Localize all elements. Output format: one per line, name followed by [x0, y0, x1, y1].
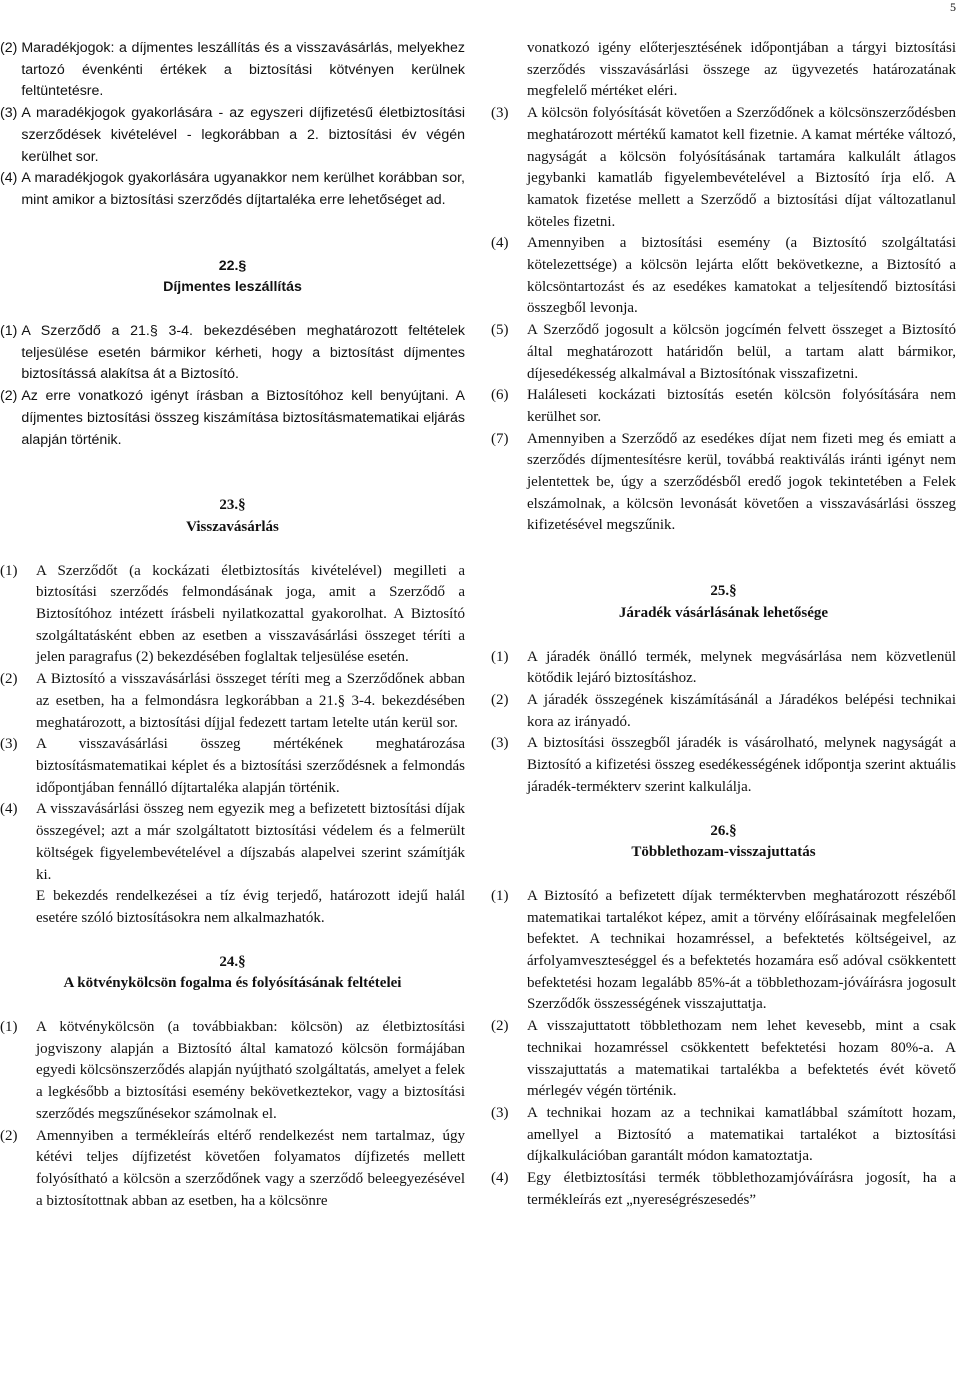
- item-number: (1): [0, 323, 18, 340]
- item-number: (3): [491, 1104, 509, 1121]
- item-text: A Szerződő a 21.§ 3-4. bekezdésében meghatározott feltételek teljesülése esetén bármikor kérheti, hogy a biztosítást díjmentes biztosítássá alakítsa át a Biztosító.: [21, 323, 465, 383]
- section-23: [0, 495, 465, 929]
- list-item: [0, 321, 465, 386]
- list-item: [0, 1126, 465, 1213]
- section-22: [0, 256, 465, 452]
- section-25: [491, 581, 956, 798]
- list-item: [0, 103, 465, 168]
- section-title: A kötvénykölcsön fogalma és folyósításának feltételei: [63, 975, 402, 992]
- section-heading: [491, 581, 956, 624]
- list-item: [491, 1168, 956, 1211]
- item-number: (6): [491, 387, 509, 404]
- item-text: A visszavásárlási összeg nem egyezik meg a befizetett biztosítási díjak összegével; azt a már szolgáltatott biztosítási védelem és a felmerült költségek figyelembevételével a díjszabás alapelvei szerint számítják ki.: [36, 801, 465, 883]
- item-number: (4): [0, 801, 18, 818]
- section-24-continued: [491, 103, 956, 537]
- item-text: A kölcsön folyósítását követően a Szerződőnek a kölcsönszerződésben meghatározott mértékű kamatot kell fizetnie. A kamat mértéke változó, nagyságát a kölcsön folyósításának tartamára kalkulált átlagos jegybanki kamatláb figyelembevételével a Biztosító írja elő. A kamatok fizetése mellett a Szerződő a biztosítási díjat változatlanul köteles fizetni.: [527, 105, 956, 230]
- right-column: [491, 38, 956, 1211]
- item-text: A maradékjogok gyakorlására - az egyszeri díjfizetésű életbiztosítási szerződések kivételével - legkorábban a 2. biztosítási év végén kerülhet sor.: [21, 105, 465, 165]
- item-text: A visszavásárlási összeg mértékének meghatározása biztosításmatematikai képlet és a biztosítási szerződésnek a felmondás időpontjában fennálló díjtartaléka alapján történik.: [36, 736, 465, 796]
- item-number: (3): [491, 735, 509, 752]
- item-text: A járadék önálló termék, melynek megvásárlása nem közvetlenül kötődik lejáró biztosításhoz.: [527, 648, 956, 687]
- item-number: (2): [0, 388, 18, 405]
- list-item: [0, 669, 465, 734]
- item-number: (1): [0, 1019, 18, 1036]
- item-text: Amennyiben a termékleírás eltérő rendelkezést nem tartalmaz, úgy kétévi teljes díjfizetést követően folyamatos díjfizetés mellett folyósítható a kölcsön a szerződőnek vagy a szerződő beleegyezésével a biztosítottnak abban az esetben, ha a kölcsönre: [36, 1127, 465, 1209]
- section-title: Díjmentes leszállítás: [163, 279, 302, 296]
- section-number: 22.§: [218, 257, 247, 274]
- top-items: [0, 38, 465, 212]
- list-item: [491, 233, 956, 320]
- section-title: Többlethozam-visszajuttatás: [631, 844, 816, 861]
- item-text: A visszajuttatott többlethozam nem lehet kevesebb, mint a csak technikai hozamréssel csökkentett befektetési hozam 80%-a. A visszajuttatás a matematikai tartalékba a befektetés évét követő mérlegév végén történik.: [527, 1018, 956, 1100]
- item-text: Az erre vonatkozó igényt írásban a Biztosítóhoz kell benyújtani. A díjmentes biztosítási összeg kiszámítása biztosításmatematikai eljárás alapján történik.: [21, 388, 465, 448]
- item-text: A járadék összegének kiszámításánál a Járadékos belépési technikai kora az irányadó.: [527, 691, 956, 730]
- list-item: [491, 320, 956, 385]
- continuation-paragraph: E bekezdés rendelkezései a tíz évig terjedő, határozott idejű halál esetére szóló biztosításokra nem alkalmazhatók.: [36, 888, 465, 926]
- list-item: [491, 385, 956, 428]
- section-number: 25.§: [710, 583, 737, 600]
- section-heading: [0, 952, 465, 995]
- item-number: (3): [491, 105, 509, 122]
- section-title: Visszavásárlás: [186, 518, 279, 535]
- section-24: [0, 952, 465, 1213]
- item-number: (5): [491, 322, 509, 339]
- list-item: [491, 103, 956, 233]
- continuation-paragraph: vonatkozó igény előterjesztésének időpontjában a tárgyi biztosítási szerződés visszavásárlási összege az ügyvezetés határozatának megfelelő mértéket eléri.: [527, 40, 956, 100]
- list-item: [0, 38, 465, 103]
- item-number: (2): [0, 1127, 18, 1144]
- section-heading: [0, 495, 465, 538]
- item-number: (1): [0, 562, 18, 579]
- section-number: 24.§: [219, 953, 246, 970]
- list-item: [491, 1016, 956, 1103]
- item-number: (2): [491, 691, 509, 708]
- item-text: A Biztosító a visszavásárlási összeget téríti meg a Szerződőnek abban az esetben, ha a felmondásra legkorábban a 21.§ 3-4. bekezdésében meghatározott, a biztosítási díjjal fedezett tartam letelte után kerül sor.: [36, 671, 465, 731]
- section-number: 23.§: [219, 497, 246, 514]
- section-heading: [491, 821, 956, 864]
- item-text: A maradékjogok gyakorlására ugyanakkor nem kerülhet korábban sor, mint amikor a biztosítási szerződés díjtartaléka erre lehetőséget ad.: [21, 170, 465, 208]
- item-number: (1): [491, 887, 509, 904]
- item-text: A kötvénykölcsön (a továbbiakban: kölcsön) az életbiztosítási jogviszony alapján a Biztosító által kamatozó kölcsön formájában egyedi kölcsönszerződés alapján nyújtható szolgáltatás, amelyet a felek a legkésőbb a biztosítási esemény bekövetkeztekor, vagy a biztosítási szerződés megszűnésekor számolnak el.: [36, 1019, 466, 1122]
- item-text: Amennyiben a biztosítási esemény (a Biztosító szolgáltatási kötelezettsége) a kölcsön lejárta előtt bekövetkezne, a Biztosító a kölcsöntartozást és az esedékes kamatokat a teljesítendő biztosítási összegből levonja.: [527, 235, 956, 317]
- list-item: [0, 561, 465, 670]
- item-text: A Szerződőt (a kockázati életbiztosítás kivételével) megilleti a biztosítási szerződés felmondásának joga, amit a Szerződő a Biztosítóhoz intézett írásbeli nyilatkozattal gyakorolhat. A Biztosító szolgáltatásként ebben az esetben a visszavásárlási összeget téríti a jelen paragrafus (2) bekezdésében foglaltak teljesülése esetén.: [36, 562, 465, 666]
- item-number: (4): [491, 1170, 509, 1187]
- list-item: [0, 1017, 465, 1126]
- item-number: (1): [491, 648, 509, 665]
- list-item: [0, 734, 465, 799]
- list-item: [491, 886, 956, 1016]
- section-title: Járadék vásárlásának lehetősége: [618, 604, 829, 621]
- item-text: Maradékjogok: a díjmentes leszállítás és a visszavásárlás, melyekhez tartozó évenkénti értékek a biztosítási kötvényen kerülnek feltüntetésre.: [21, 40, 465, 100]
- item-text: A Biztosító a befizetett díjak terméktervben meghatározott részéből matematikai tartalékot képez, amit a törvény előírásainak megfelelően befektet. A technikai hozamréssel, a befektetés költségeivel, az árfolyamveszteséggel és a befektetés hozamára eső adóval csökkentett befektetési hozam legalább 85%-át a többlethozam-jóváírásra jogosult Szerződők összességének visszajuttatja.: [527, 887, 956, 1013]
- item-number: (2): [0, 40, 18, 56]
- section-number: 26.§: [710, 822, 737, 839]
- item-number: (7): [491, 430, 509, 447]
- item-number: (3): [0, 736, 18, 753]
- list-item: [0, 799, 465, 886]
- list-item: [491, 733, 956, 798]
- item-text: Amennyiben a Szerződő az esedékes díjat nem fizeti meg és emiatt a szerződés díjmentesítésre kerül, továbbá reaktiválás iránti igényt nem jelentettek be, úgy a szerződésből eredő jogok tekintetében a Felek elszámolnak, a kölcsön levonását követően a visszavásárlási összeg kifizetésével megszűnik.: [527, 430, 956, 534]
- item-text: Haláleseti kockázati biztosítás esetén kölcsön folyósítására nem kerülhet sor.: [527, 387, 956, 425]
- section-heading: [0, 256, 465, 299]
- section-26: [491, 821, 956, 1212]
- item-number: (3): [0, 105, 18, 122]
- item-number: (4): [491, 235, 509, 252]
- item-text: Egy életbiztosítási termék többlethozamjóváírásra jogosít, ha a termékleírás ezt „nyereségrészesedés”: [527, 1170, 956, 1208]
- item-text: A technikai hozam az a technikai kamatlábbal számított hozam, amellyel a Biztosító a matematikai tartalékot a biztosítási díjkalkulációban garantált módon kamatoztatja.: [527, 1104, 956, 1165]
- list-item: [491, 647, 956, 690]
- list-item: [491, 429, 956, 538]
- list-item: [0, 168, 465, 211]
- item-number: (2): [491, 1018, 509, 1035]
- page-number: 5: [950, 0, 956, 14]
- list-item: [0, 386, 465, 451]
- item-number: (4): [0, 170, 18, 187]
- item-text: A Szerződő jogosult a kölcsön jogcímén felvett összeget a Biztosító által meghatározott határidőn belül, a tartam alatt bármikor, díjesedékesség alkalmával a Biztosítónak visszafizetni.: [527, 322, 956, 382]
- list-item: [491, 690, 956, 733]
- item-text: A biztosítási összegből járadék is vásárolható, melynek nagyságát a Biztosító a kifizetési összeg esedékességének időpontja szerint aktuális járadék-termékterv szerint kalkulálja.: [527, 735, 956, 795]
- left-column: [0, 38, 465, 1212]
- list-item: [491, 1103, 956, 1168]
- item-number: (2): [0, 671, 18, 688]
